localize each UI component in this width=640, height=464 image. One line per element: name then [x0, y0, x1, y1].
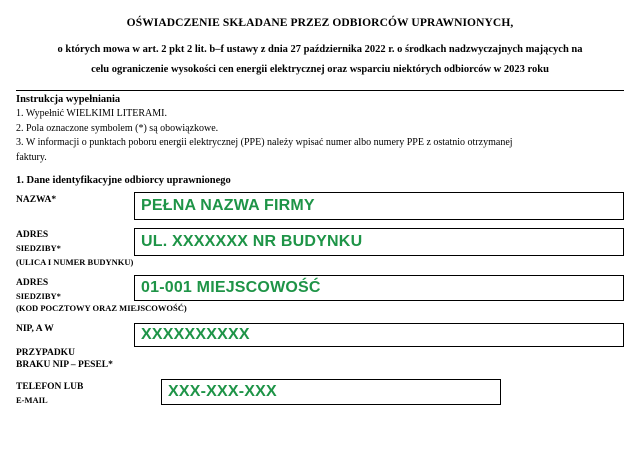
- document-title: OŚWIADCZENIE SKŁADANE PRZEZ ODBIORCÓW UPRAWNIONYCH,: [126, 17, 514, 29]
- input-telefon[interactable]: [161, 379, 501, 405]
- label-adres-ulica-line2: SIEDZIBY*: [16, 242, 61, 253]
- label-nip: [16, 323, 134, 335]
- instructions-heading: Instrukcja wypełniania: [16, 94, 121, 106]
- input-nip[interactable]: [134, 323, 624, 347]
- input-nazwa[interactable]: [134, 192, 624, 220]
- input-adres-kod[interactable]: [134, 275, 624, 301]
- label-telefon-line2: E-MAIL: [16, 394, 48, 405]
- label-nazwa: NAZWA*: [16, 195, 57, 206]
- label-telefon: [16, 379, 134, 405]
- instruction-item: faktury.: [16, 152, 47, 164]
- document-subtitle: [16, 42, 624, 79]
- label-adres-kod-line2: SIEDZIBY*: [16, 290, 61, 301]
- input-adres-ulica[interactable]: [134, 228, 624, 256]
- label-adres-kod-line1: ADRES: [16, 278, 49, 289]
- section-1-heading: 1. Dane identyfikacyjne odbiorcy uprawnionego: [16, 175, 231, 187]
- label-nip-line2: PRZYPADKU: [16, 347, 75, 358]
- instruction-item: 1. Wypełnić WIELKIMI LITERAMI.: [16, 108, 167, 120]
- instruction-item: 2. Pola oznaczone symbolem (*) są obowiązkowe.: [16, 122, 219, 134]
- value-nip: XXXXXXXXXX: [141, 325, 250, 343]
- label-adres-ulica-line1: ADRES: [16, 230, 49, 241]
- field-row-telefon: [16, 379, 624, 405]
- note-adres-kod: (KOD POCZTOWY ORAZ MIEJSCOWOŚĆ): [16, 302, 187, 313]
- label-nip-line3: BRAKU NIP – PESEL*: [16, 360, 113, 371]
- value-adres-ulica: UL. XXXXXXX NR BUDYNKU: [141, 233, 363, 251]
- field-row-adres-kod: [16, 275, 624, 301]
- field-row-adres-ulica: [16, 228, 624, 256]
- value-telefon: XXX-XXX-XXX: [168, 383, 277, 401]
- field-row-nazwa: [16, 192, 624, 220]
- divider: [16, 90, 624, 91]
- label-telefon-line1: TELEFON LUB: [16, 382, 84, 393]
- value-nazwa: PEŁNA NAZWA FIRMY: [141, 197, 315, 215]
- label-adres-kod: [16, 275, 134, 301]
- subtitle-line-2: celu ograniczenie wysokości cen energii elektrycznej oraz wsparciu niektórych odbiorców w 2023 roku: [91, 63, 549, 75]
- instruction-item: 3. W informacji o punktach poboru energii elektrycznej (PPE) należy wpisać numer albo numery PPE z ostatnio otrzymanej: [16, 137, 513, 149]
- value-adres-kod: 01-001 MIEJSCOWOŚĆ: [141, 279, 321, 297]
- field-row-nip: [16, 323, 624, 347]
- label-adres-ulica: [16, 228, 134, 253]
- label-nip-line1: NIP, A W: [16, 323, 54, 334]
- instructions-list: [16, 107, 624, 165]
- subtitle-line-1: o których mowa w art. 2 pkt 2 lit. b–f ustawy z dnia 27 października 2022 r. o środkach nadzwyczajnych mających na: [57, 43, 583, 55]
- note-adres-ulica: (ULICA I NUMER BUDYNKU): [16, 257, 134, 268]
